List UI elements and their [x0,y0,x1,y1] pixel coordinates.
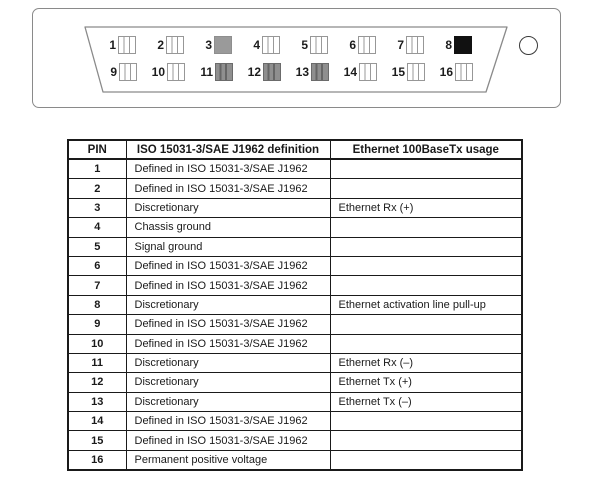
definition-cell: Defined in ISO 15031-3/SAE J1962 [126,276,330,295]
pin-13 [281,63,329,81]
pin-2-contact [166,36,184,54]
pin-5-contact [310,36,328,54]
pin-8-contact [454,36,472,54]
pin-cell: 1 [68,159,126,179]
header-definition: ISO 15031-3/SAE J1962 definition [126,140,330,159]
ethernet-cell: Ethernet activation line pull-up [330,295,522,314]
table-row [68,334,522,353]
definition-cell: Defined in ISO 15031-3/SAE J1962 [126,334,330,353]
pin-1-label: 1 [109,38,116,52]
pin-6-contact [358,36,376,54]
pin-cell: 2 [68,179,126,198]
ethernet-cell [330,256,522,275]
mounting-hole-icon [519,36,538,55]
pin-cell: 15 [68,431,126,450]
definition-cell: Discretionary [126,198,330,217]
pin-15 [377,63,425,81]
ethernet-cell [330,237,522,256]
table-row [68,373,522,392]
definition-cell: Discretionary [126,295,330,314]
pin-10 [137,63,185,81]
pin-1 [88,36,136,54]
definition-cell: Defined in ISO 15031-3/SAE J1962 [126,256,330,275]
pin-7 [376,36,424,54]
ethernet-cell [330,412,522,431]
pin-cell: 16 [68,450,126,470]
pin-1-contact [118,36,136,54]
pinout-table [67,139,523,471]
definition-cell: Discretionary [126,353,330,372]
ethernet-cell: Ethernet Rx (–) [330,353,522,372]
pin-3-contact [214,36,232,54]
definition-cell: Signal ground [126,237,330,256]
table-row [68,256,522,275]
definition-cell: Defined in ISO 15031-3/SAE J1962 [126,179,330,198]
pin-3 [184,36,232,54]
definition-cell: Defined in ISO 15031-3/SAE J1962 [126,159,330,179]
pin-cell: 9 [68,315,126,334]
pin-cell: 8 [68,295,126,314]
pin-cell: 12 [68,373,126,392]
ethernet-cell [330,431,522,450]
pin-13-contact [311,63,329,81]
pin-cell: 4 [68,218,126,237]
pin-14 [329,63,377,81]
ethernet-cell [330,179,522,198]
table-row [68,179,522,198]
pin-16-contact [455,63,473,81]
pin-cell: 7 [68,276,126,295]
pin-16 [425,63,473,81]
connector-socket-outline [33,9,559,106]
pin-8-label: 8 [445,38,452,52]
table-header-row [68,140,522,159]
pin-12 [233,63,281,81]
definition-cell: Chassis ground [126,218,330,237]
pin-row-bottom [89,63,473,81]
pin-cell: 10 [68,334,126,353]
ethernet-cell [330,276,522,295]
pin-11-contact [215,63,233,81]
pin-4 [232,36,280,54]
pin-cell: 11 [68,353,126,372]
pin-cell: 13 [68,392,126,411]
pin-14-contact [359,63,377,81]
pin-row-top [88,36,472,54]
definition-cell: Discretionary [126,392,330,411]
pin-6-label: 6 [349,38,356,52]
ethernet-cell: Ethernet Tx (–) [330,392,522,411]
pin-13-label: 13 [295,65,309,79]
header-ethernet: Ethernet 100BaseTx usage [330,140,522,159]
ethernet-cell [330,334,522,353]
table-row [68,450,522,470]
definition-cell: Defined in ISO 15031-3/SAE J1962 [126,412,330,431]
definition-cell: Defined in ISO 15031-3/SAE J1962 [126,431,330,450]
pin-9 [89,63,137,81]
pin-cell: 6 [68,256,126,275]
pin-5 [280,36,328,54]
ethernet-cell: Ethernet Tx (+) [330,373,522,392]
pin-cell: 14 [68,412,126,431]
pin-6 [328,36,376,54]
definition-cell: Defined in ISO 15031-3/SAE J1962 [126,315,330,334]
definition-cell: Permanent positive voltage [126,450,330,470]
pin-7-label: 7 [397,38,404,52]
pin-10-contact [167,63,185,81]
table-row [68,412,522,431]
pin-8 [424,36,472,54]
header-pin: PIN [68,140,126,159]
pin-2 [136,36,184,54]
pin-4-contact [262,36,280,54]
definition-cell: Discretionary [126,373,330,392]
pin-12-label: 12 [247,65,261,79]
table-row [68,353,522,372]
table-row [68,392,522,411]
table-row [68,218,522,237]
pin-9-label: 9 [110,65,117,79]
pin-14-label: 14 [343,65,357,79]
pin-cell: 3 [68,198,126,217]
table-row [68,315,522,334]
obd-connector-diagram [32,8,561,108]
pin-11-label: 11 [200,65,213,79]
ethernet-cell [330,315,522,334]
ethernet-cell [330,218,522,237]
pin-15-contact [407,63,425,81]
table-row [68,237,522,256]
pin-12-contact [263,63,281,81]
ethernet-cell [330,159,522,179]
table-row [68,295,522,314]
pin-cell: 5 [68,237,126,256]
pin-9-contact [119,63,137,81]
ethernet-cell: Ethernet Rx (+) [330,198,522,217]
pin-7-contact [406,36,424,54]
table-row [68,431,522,450]
ethernet-cell [330,450,522,470]
pin-16-label: 16 [439,65,453,79]
pin-4-label: 4 [253,38,260,52]
pin-15-label: 15 [391,65,405,79]
pin-11 [185,63,233,81]
table-row [68,159,522,179]
pin-3-label: 3 [205,38,212,52]
pin-10-label: 10 [151,65,165,79]
table-row [68,276,522,295]
table-row [68,198,522,217]
pin-5-label: 5 [301,38,308,52]
pin-2-label: 2 [157,38,164,52]
